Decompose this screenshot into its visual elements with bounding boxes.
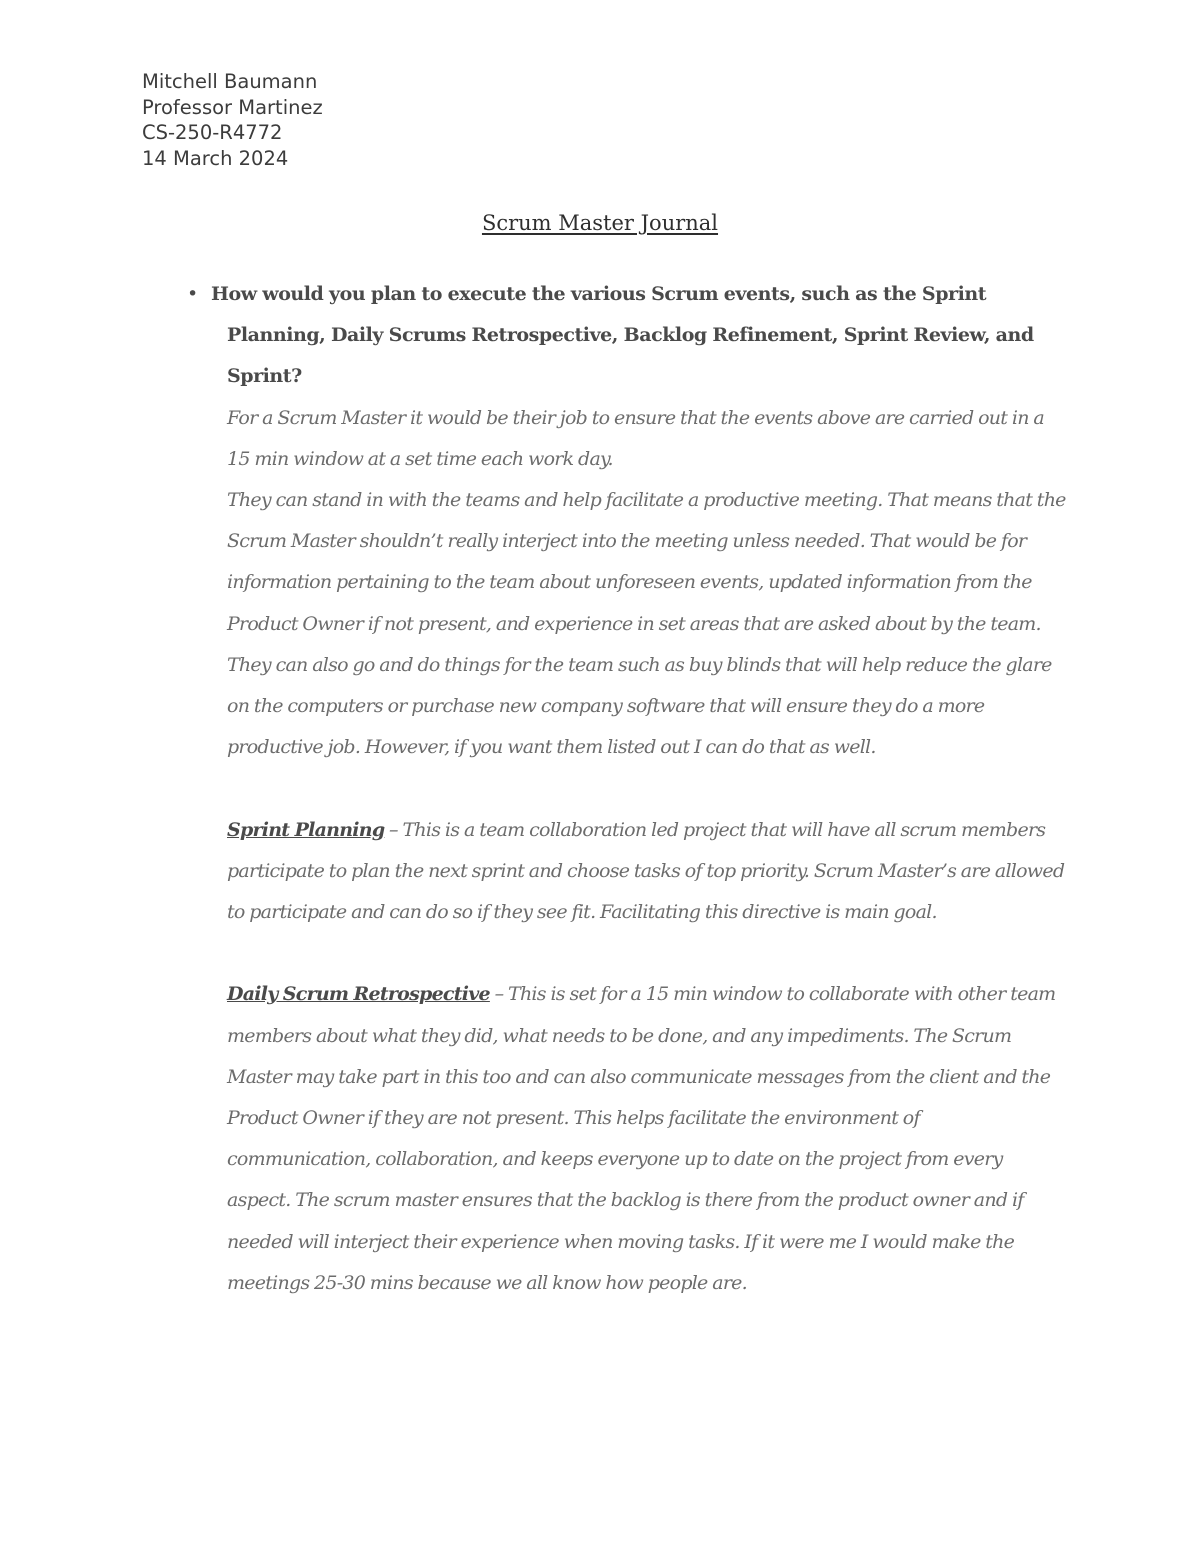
header-block: [142, 69, 323, 171]
question-item: [187, 274, 1067, 398]
sprint-planning-paragraph: [227, 810, 1067, 934]
daily-scrum-term: Daily Scrum Retrospective: [227, 983, 490, 1006]
course-code: CS-250-R4772: [142, 121, 283, 144]
answer-intro-paragraph: For a Scrum Master it would be their job to ensure that the events above are carried out in a 15 min window at a set time each work day.: [227, 406, 1044, 470]
answer-details-paragraph: They can stand in with the teams and help facilitate a productive meeting. That means that the Scrum Master shouldn’t really interject into the meeting unless needed. That would be for information pertaining to the team about unforeseen events, updated information from the Product Owner if not present, and experience in set areas that are asked about by the team. They can also go and do things for the team such as buy blinds that will help reduce the glare on the computers or purchase new company software that will ensure they do a more productive job. However, if you want them listed out I can do that as well.: [227, 489, 1066, 759]
daily-scrum-separator: –: [489, 983, 509, 1006]
paragraph-spacer: [227, 933, 1067, 974]
document-date: 14 March 2024: [142, 146, 289, 170]
sprint-planning-term: Sprint Planning: [227, 818, 385, 841]
author-name: Mitchell Baumann: [142, 70, 318, 93]
document-body: [187, 274, 1067, 1304]
daily-scrum-text: This is set for a 15 min window to collaborate with other team members about what they did, what needs to be done, and any impediments. The Scrum Master may take part in this too and can also communicate messages from the client and the Product Owner if they are not present. This helps facilitate the environment of communication, collaboration, and keeps everyone up to date on the project from every aspect. The scrum master ensures that the backlog is there from the product owner and if needed will interject their experience when moving tasks. If it were me I would make the meetings 25-30 mins because we all know how people are.: [227, 983, 1056, 1294]
question-text: How would you plan to execute the various Scrum events, such as the Sprint Planning, Daily Scrums Retrospective, Backlog Refinement, Sprint Review, and Sprint?: [211, 283, 1034, 388]
professor-name: Professor Martinez: [142, 95, 323, 119]
sprint-planning-text: This is a team collaboration led project that will have all scrum members participate to plan the next sprint and choose tasks of top priority. Scrum Master’s are allowed to participate and can do so if they see fit. Facilitating this directive is main goal.: [227, 818, 1065, 924]
sprint-planning-separator: –: [384, 818, 403, 841]
document-title: Scrum Master Journal: [481, 211, 719, 235]
paragraph-spacer: [227, 768, 1067, 809]
bullet-icon: •: [187, 283, 198, 305]
daily-scrum-paragraph: [227, 974, 1067, 1304]
